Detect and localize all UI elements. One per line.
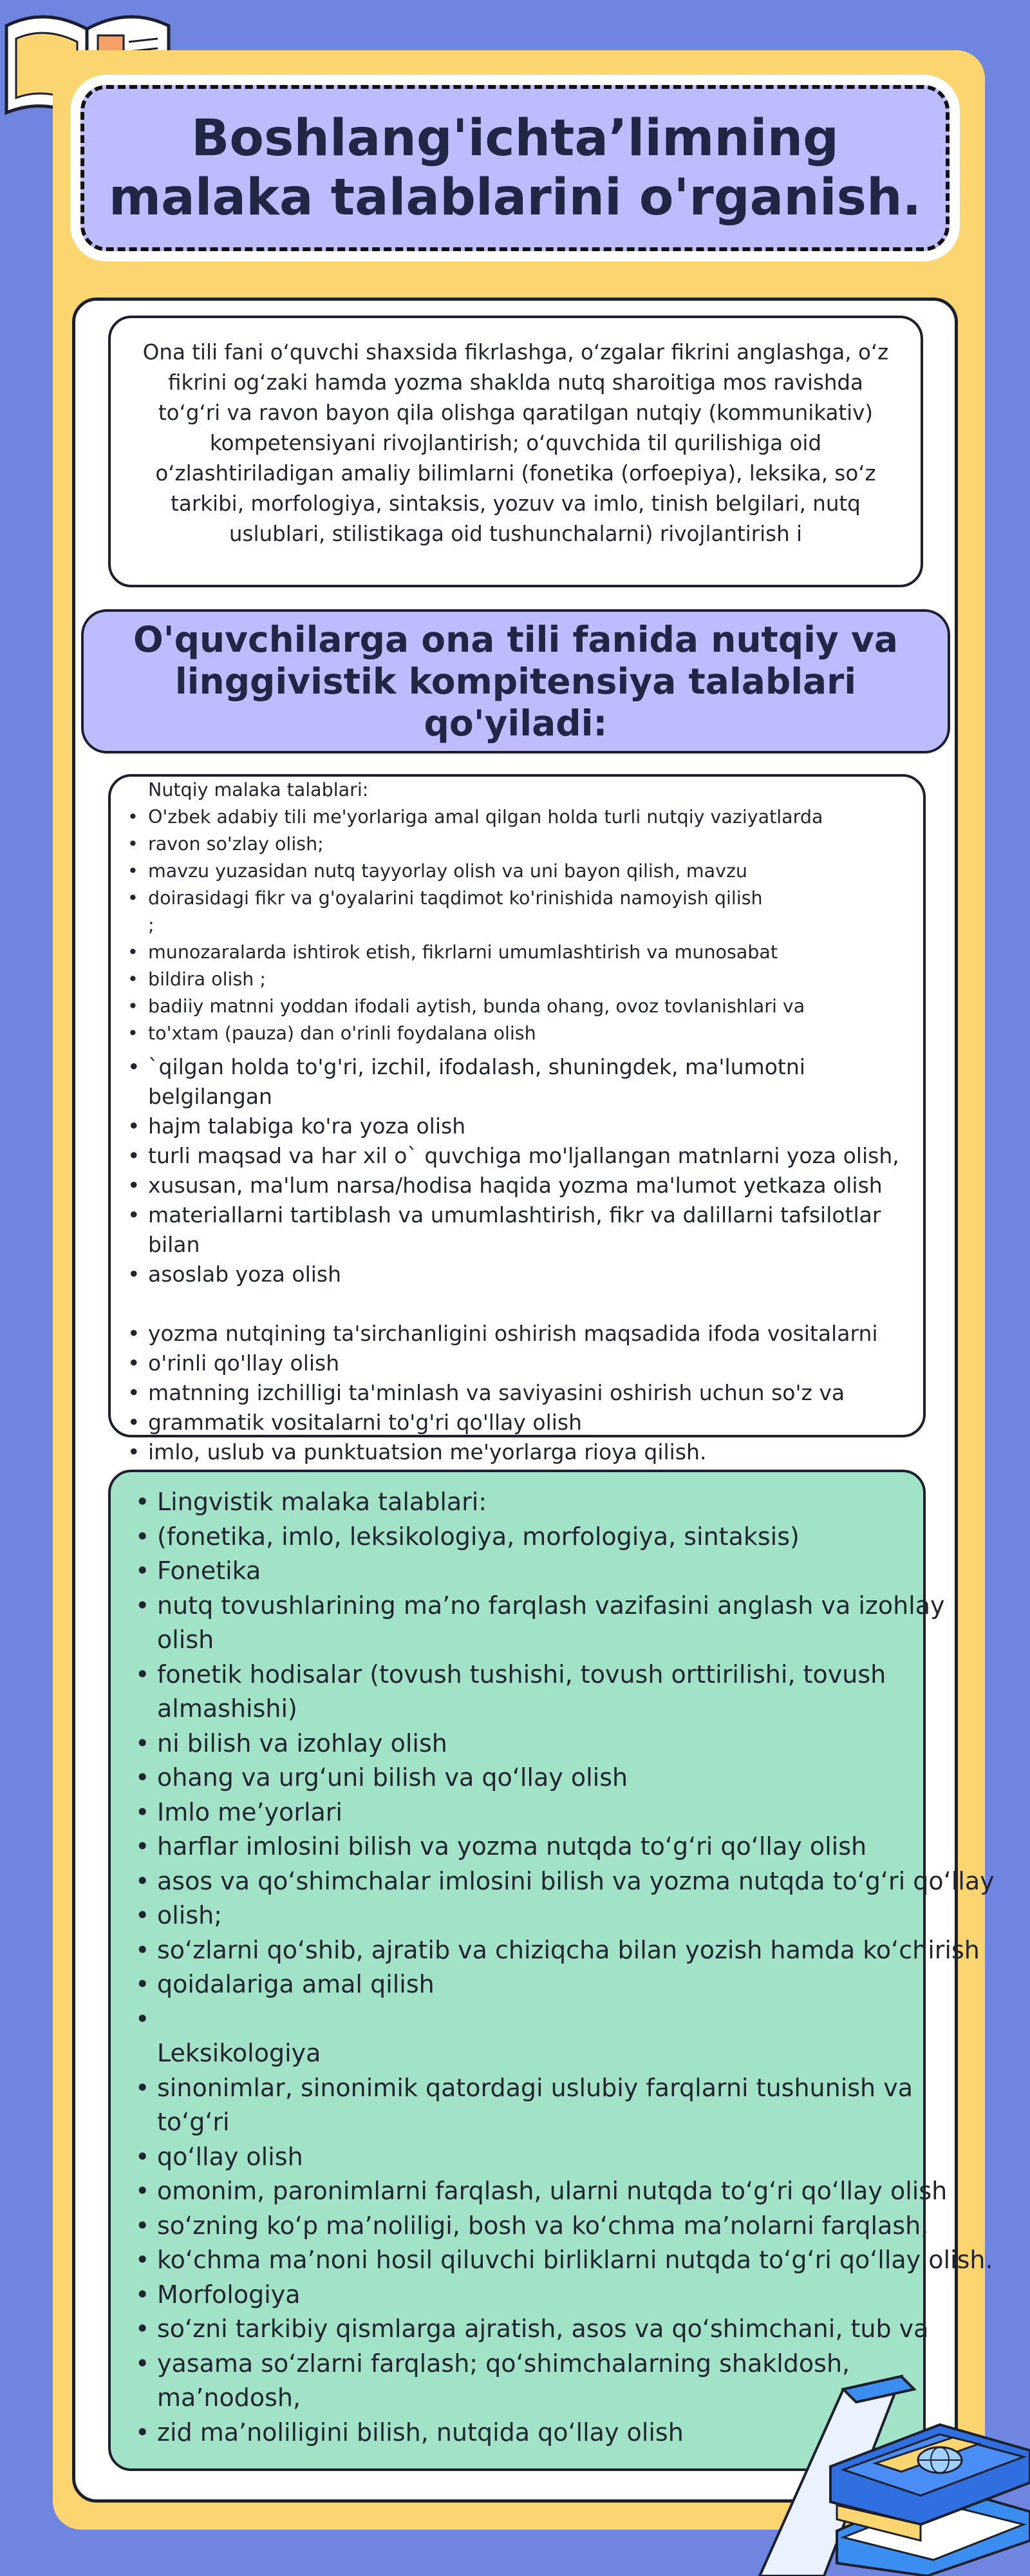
list-item: • nutq tovushlarining ma’no farqlash vazifasini anglash va izohlay <box>157 1589 923 1624</box>
list-item: • qoʻllay olish <box>157 2140 923 2175</box>
list-item: Nutqiy malaka talablari: <box>148 779 369 800</box>
list-item: • fonetik hodisalar (tovush tushishi, tovush orttirilishi, tovush <box>157 1658 923 1692</box>
list-item: • asoslab yoza olish <box>148 1260 910 1289</box>
list-item: • yasama soʻzlarni farqlash; qoʻshimchalarning shakldosh, <box>157 2347 923 2382</box>
list-item: • yozma nutqining ta'sirchanligini oshirish maqsadida ifoda vositalarni <box>148 1319 910 1349</box>
list-item: toʻgʻri <box>157 2108 230 2136</box>
list-item: • o'rinli qo'llay olish <box>148 1349 910 1378</box>
list-item: • Morfologiya <box>157 2278 923 2313</box>
list-item: • materiallarni tartiblash va umumlashtirish, fikr va dalillarni tafsilotlar bilan <box>148 1200 910 1260</box>
list-item: • O'zbek adabiy tili me'yorlariga amal qilgan holda turli nutqiy vaziyatlarda <box>148 804 910 831</box>
speech-list-2 <box>148 1052 910 1289</box>
list-item: • asos va qoʻshimchalar imlosini bilish va yozma nutqda toʻgʻri qoʻllay <box>157 1864 923 1899</box>
list-item: • ravon so'zlay olish; <box>148 831 910 858</box>
list-item: • imlo, uslub va punktuatsion me'yorlarga rioya qilish. <box>148 1437 910 1467</box>
list-item: maʼnodosh, <box>157 2383 301 2412</box>
list-item: • omonim, paronimlarni farqlash, ularni nutqda toʻgʻri qoʻllay olish <box>157 2174 923 2209</box>
list-item: almashishi) <box>157 1694 297 1723</box>
list-item: • harflar imlosini bilish va yozma nutqda toʻgʻri qoʻllay olish <box>157 1830 923 1864</box>
list-item: • Lingvistik malaka talablari: <box>157 1485 923 1520</box>
intro-card <box>108 316 923 587</box>
list-item: • bildira olish ; <box>148 966 910 993</box>
list-item: • matnning izchilligi ta'minlash va saviyasini oshirish uchun so'z va <box>148 1378 910 1408</box>
list-item: • to'xtam (pauza) dan o'rinli foydalana olish <box>148 1020 910 1047</box>
page-title: Boshlang'ichta’limning malaka talablarini o'rganish. <box>108 109 922 227</box>
list-item: • Fonetika <box>157 1554 923 1589</box>
list-item: • qoidalariga amal qilish <box>157 1967 923 2002</box>
list-item: • soʻzlarni qoʻshib, ajratib va chiziqcha bilan yozish hamda koʻchirish <box>157 1933 923 1968</box>
list-item: • hajm talabiga ko'ra yoza olish <box>148 1112 910 1141</box>
stacked-books-globe-icon <box>747 2318 1030 2576</box>
list-item: • zid maʼnoliligini bilish, nutqida qoʻllay olish <box>157 2416 923 2450</box>
list-item: • koʻchma maʼnoni hosil qiluvchi birliklarni nutqda toʻgʻri qoʻllay olish. <box>157 2243 923 2278</box>
list-item: • ni bilish va izohlay olish <box>157 1727 923 1761</box>
list-item: • badiiy matnni yoddan ifodali aytish, bunda ohang, ovoz tovlanishlari va <box>148 993 910 1020</box>
list-item: • xususan, ma'lum narsa/hodisa haqida yozma ma'lumot yetkaza olish <box>148 1171 910 1200</box>
list-item <box>157 2002 923 2037</box>
list-item: • munozaralarda ishtirok etish, fikrlarni umumlashtirish va munosabat <box>148 939 910 966</box>
list-item: • mavzu yuzasidan nutq tayyorlay olish va uni bayon qilish, mavzu <box>148 858 910 885</box>
list-item: • turli maqsad va har xil o` quvchiga mo'ljallangan matnlarni yoza olish, <box>148 1141 910 1171</box>
list-item: • olish; <box>157 1899 923 1933</box>
title-card <box>80 85 950 251</box>
subheading-card <box>81 609 950 753</box>
list-item: • sinonimlar, sinonimik qatordagi uslubiy farqlarni tushunish va <box>157 2071 923 2106</box>
speech-requirements-card <box>108 774 926 1464</box>
linguistic-list <box>157 1485 995 2450</box>
list-item: • soʻzni tarkibiy qismlarga ajratish, asos va qoʻshimchani, tub va <box>157 2312 923 2347</box>
list-item: • doirasidagi fikr va g'oyalarini taqdimot ko'rinishida namoyish qilish <box>148 885 910 912</box>
list-item: • ohang va urgʻuni bilish va qoʻllay olish <box>157 1761 923 1795</box>
subheading-text: O'quvchilarga ona tili fanida nutqiy va linggivistik kompitensiya talablari qo'yiladi: <box>133 618 898 744</box>
intro-text: Ona tili fani oʻquvchi shaxsida fikrlashga, oʻzgalar fikrini anglashga, oʻz fikrini ogʻzaki hamda yozma shaklda nutq sharoitiga mos ravishda toʻgʻri va ravon bayon qila olishga qaratilgan nutqiy (kommunikativ) kompetensiyani rivojlantirish; oʻquvchida til qurilishiga oid oʻzlashtiriladigan amaliy bilimlarni (fonetika (orfoepiya), leksika, soʻz tarkibi, morfologiya, sintaksis, yozuv va imlo, tinish belgilari, nutq uslublari, stilistikaga oid tushunchalarni) rivojlantirish i <box>142 340 889 546</box>
list-item: • grammatik vositalarni to'g'ri qo'llay olish <box>148 1408 910 1437</box>
speech-list-1 <box>148 777 910 1047</box>
list-item: • (fonetika, imlo, leksikologiya, morfologiya, sintaksis) <box>157 1520 923 1555</box>
list-item: • Imlo me’yorlari <box>157 1795 923 1830</box>
list-item: olish <box>157 1625 214 1654</box>
list-item: ; <box>148 914 154 936</box>
list-item: Leksikologiya <box>157 2039 321 2067</box>
list-item: • soʻzning koʻp maʼnoliligi, bosh va koʻchma maʼnolarni farqlash, <box>157 2209 923 2244</box>
list-item: • `qilgan holda to'g'ri, izchil, ifodalash, shuningdek, ma'lumotni belgilangan <box>148 1052 910 1112</box>
